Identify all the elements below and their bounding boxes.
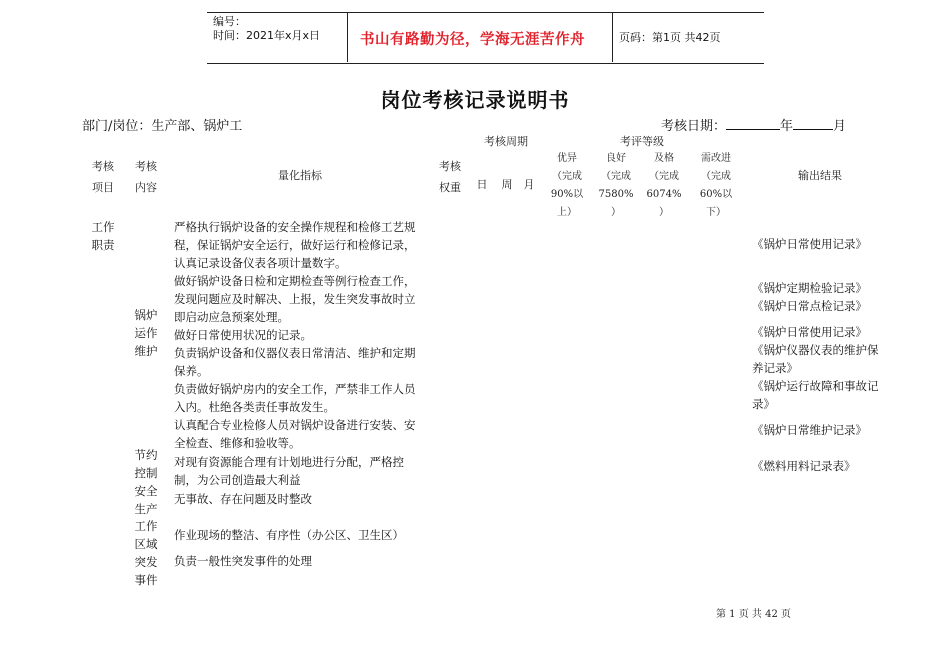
content-boiler-maintenance: 锅炉 运作 维护 — [134, 308, 158, 358]
indicator-text: 负责做好锅炉房内的安全工作，严禁非工作人员 入内。杜绝各类责任事故发生。 — [174, 382, 416, 414]
header-weight: 考核 权重 — [439, 160, 461, 194]
output-record: 《锅炉日常使用记录》 — [752, 237, 867, 251]
header-output: 输出结果 — [798, 169, 842, 182]
content-work-area: 工作 区域 — [134, 519, 158, 551]
output-record: 《锅炉日常使用记录》 — [752, 325, 867, 339]
indicator-text: 严格执行锅炉设备的安全操作规程和检修工艺规 程，保证锅炉安全运行，做好运行和检修记录， 认真记录设备仪表各项计量数字。 — [174, 220, 416, 270]
indicator-text: 认真配合专业检修人员对锅炉设备进行安装、安 全检查、维修和验收等。 — [174, 418, 416, 450]
header-grade: 考评等级 — [620, 135, 664, 148]
header-period: 考核周期 — [484, 135, 528, 148]
period-week: 周 — [501, 178, 513, 191]
grade-excellent: 优异 （完成 90%以 上） — [550, 153, 584, 218]
content-safe-production: 安全 生产 — [134, 484, 158, 516]
page-title: 岗位考核记录说明书 — [380, 88, 570, 112]
grade-pass: 及格 （完成 6074% ） — [646, 153, 682, 218]
indicator-text: 无事故、存在问题及时整改 — [174, 492, 312, 506]
content-emergency: 突发 事件 — [134, 555, 158, 587]
item-work-duty: 工作 职责 — [91, 220, 115, 252]
period-month: 月 — [523, 178, 535, 191]
department-label: 部门/岗位：生产部、锅炉工 — [82, 119, 243, 134]
header-item: 考核 项目 — [92, 160, 114, 194]
page-info: 页码：第1页 共42页 — [619, 31, 721, 44]
indicator-text: 做好锅炉设备日检和定期检查等例行检查工作， 发现问题应及时解决、上报，发生突发事故时立 即启动应急预案处理。 — [174, 274, 416, 324]
grade-good: 良好 （完成 7580% ） — [598, 153, 634, 218]
output-record: 《燃料用料记录表》 — [752, 459, 856, 473]
indicator-text: 负责锅炉设备和仪器仪表日常清洁、维护和定期 保养。 — [174, 346, 416, 378]
indicator-text: 对现有资源能合理有计划地进行分配，严格控 制，为公司创造最大利益 — [174, 455, 404, 487]
header-content: 考核 内容 — [135, 160, 157, 194]
indicator-text: 做好日常使用状况的记录。 — [174, 328, 312, 342]
year-blank[interactable] — [726, 116, 780, 130]
year-char: 年 — [780, 119, 794, 134]
motto: 书山有路勤为径，学海无涯苦作舟 — [360, 32, 585, 48]
indicator-text: 负责一般性突发事件的处理 — [174, 554, 312, 568]
header-indicator: 量化指标 — [278, 169, 322, 182]
time-label: 时间：2021年x月x日 — [213, 29, 321, 42]
output-record: 《锅炉日常维护记录》 — [752, 423, 867, 437]
date-label: 考核日期： — [661, 119, 727, 134]
indicator-text: 作业现场的整洁、有序性（办公区、卫生区） — [174, 528, 404, 542]
indicator-list — [174, 218, 436, 489]
header-divider — [612, 12, 613, 62]
output-record: 《锅炉日常点检记录》 — [752, 299, 867, 313]
month-char: 月 — [833, 119, 847, 134]
assessment-date — [661, 115, 846, 134]
number-label: 编号： — [213, 15, 246, 28]
header-divider — [347, 12, 348, 62]
grade-improve: 需改进 （完成 60%以 下） — [699, 153, 733, 218]
output-record: 《锅炉定期检验记录》 — [752, 281, 867, 295]
month-blank[interactable] — [793, 116, 833, 130]
period-day: 日 — [476, 178, 488, 191]
output-record: 《锅炉仪器仪表的维护保 养记录》 — [752, 343, 879, 375]
output-record: 《锅炉运行故障和事故记 录》 — [752, 379, 879, 411]
page-footer: 第 1 页 共 42 页 — [716, 609, 791, 620]
content-saving-control: 节约 控制 — [134, 448, 158, 480]
